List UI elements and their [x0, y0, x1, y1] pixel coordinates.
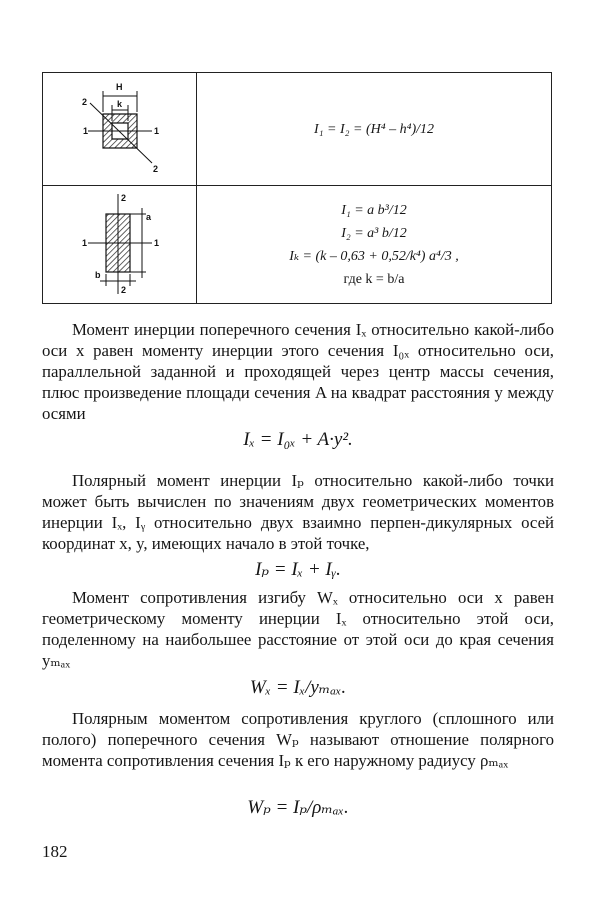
page-number: 182 — [42, 842, 68, 861]
label-axis-1-right: 1 — [153, 126, 159, 136]
paragraph-text: Полярным моментом сопротивления круглого (сплошного или полого) поперечного сечения Wₚ называют отношение полярного момента сопротивления сечения Iₚ к его наружному радиусу ρₘₐₓ — [42, 709, 554, 770]
paragraph-polar-section-modulus — [42, 708, 554, 771]
label-axis-1-right: 1 — [153, 237, 159, 248]
equation-parallel-axis: Iₓ = I₀ₓ + A·y². — [243, 429, 353, 450]
label-b: b — [94, 269, 100, 280]
hollow-square-figure-cell — [43, 73, 197, 186]
formula-cell — [197, 186, 552, 304]
table-row — [43, 73, 552, 186]
rectangle-figure-cell — [43, 186, 197, 304]
label-H: H — [115, 82, 122, 92]
formula-I2-rectangle: I₂ = a³ b/12 — [341, 225, 407, 241]
paragraph-text: Момент инерции поперечного сечения Iₓ относительно какой-либо оси x равен моменту инерции этого сечения I₀ₓ относительно оси, параллельной заданной и проходящей через центр массы сечения, плюс произведение площади сечения A на квадрат расстояния y между осями — [42, 320, 554, 423]
label-axis-2-bottom: 2 — [120, 284, 126, 295]
label-a: a — [145, 211, 151, 222]
equation-polar-section-modulus: Wₚ = Iₚ/ρₘₐₓ. — [247, 797, 349, 818]
label-axis-2-top: 2 — [120, 192, 126, 203]
equation-polar-moment: Iₚ = Iₓ + Iᵧ. — [255, 559, 341, 580]
paragraph-text: Полярный момент инерции Iₚ относительно какой-либо точки может быть вычислен по значениям двух геометрических моментов инерции Iₓ, Iᵧ относительно двух взаимно перпен-дикулярных осей координат x, y, имеющих начало в этой точке, — [42, 471, 554, 553]
formula-k-definition: где k = b/a — [343, 271, 405, 287]
label-axis-2-top: 2 — [81, 97, 87, 107]
formula-table — [42, 72, 552, 304]
label-axis-2-bottom: 2 — [152, 164, 158, 174]
rectangle-section-diagram — [70, 190, 170, 300]
label-axis-1-left: 1 — [82, 126, 88, 136]
table-row — [43, 186, 552, 304]
label-axis-1-left: 1 — [81, 237, 87, 248]
formula-Ik-rectangle: Iₖ = (k – 0,63 + 0,52/k⁴) a⁴/3 , — [289, 248, 459, 264]
paragraph-text: Момент сопротивления изгибу Wₓ относительно оси x равен геометрическому моменту инерции Iₓ относительно этой оси, поделенному на наибольшее расстояние от этой оси до края сечения yₘₐₓ — [42, 588, 554, 670]
equation-section-modulus: Wₓ = Iₓ/yₘₐₓ. — [249, 677, 347, 698]
paragraph-polar-moment — [42, 470, 554, 554]
formula-hollow-square: I₁ = I₂ = (H⁴ – h⁴)/12 — [313, 121, 434, 137]
formula-I1-rectangle: I₁ = a b³/12 — [341, 202, 407, 218]
paragraph-moment-of-inertia — [42, 319, 554, 424]
label-k: k — [116, 99, 122, 109]
paragraph-section-modulus — [42, 587, 554, 671]
formula-cell — [197, 73, 552, 186]
hollow-square-section-diagram — [70, 79, 170, 179]
